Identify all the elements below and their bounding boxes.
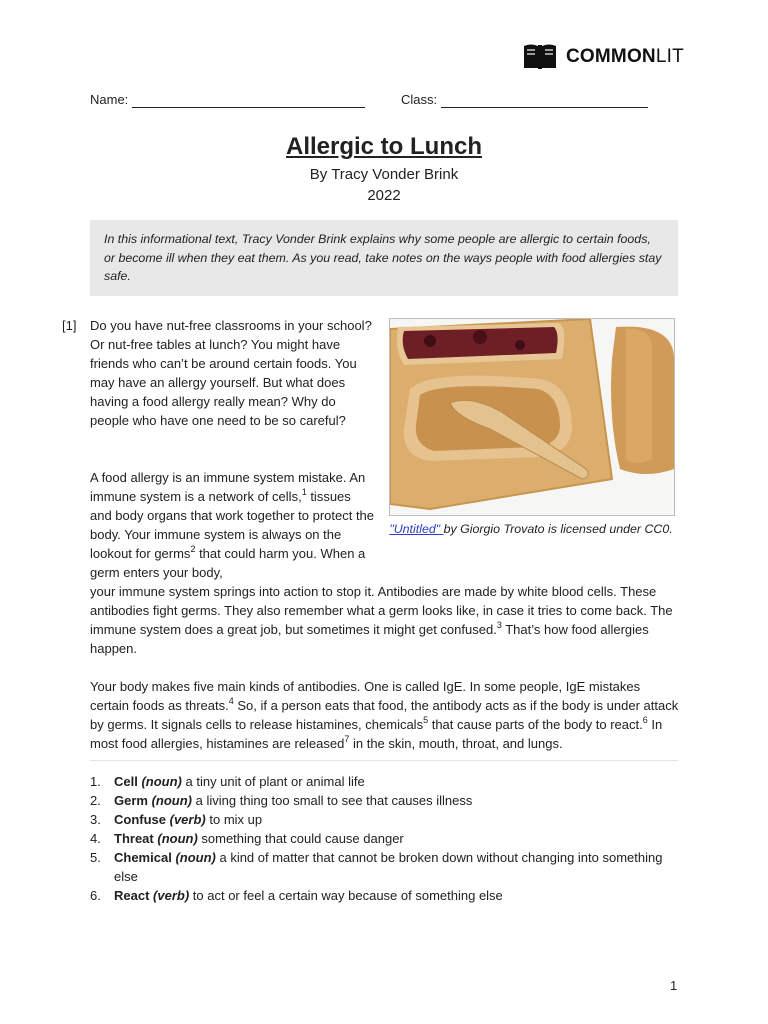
logo-wordmark: COMMONLIT	[566, 45, 684, 67]
name-label: Name:	[90, 92, 129, 107]
image-credit: by Giorgio Trovato is licensed under CC0.	[443, 522, 673, 536]
paragraph-2-top: A food allergy is an immune system mistake. An immune system is a network of cells,$^1$ tissues and body organs that work together to protect the body. Your immune system is always on the lookout for germs$^2$ that could harm you. When a germ enters your body,	[90, 470, 375, 580]
footnote-item: 1. Cell (noun) a tiny unit of plant or animal life	[90, 774, 365, 789]
class-label: Class:	[401, 92, 438, 107]
paragraph-number: [1]	[62, 318, 77, 333]
commonlit-logo	[522, 41, 684, 71]
article-image	[389, 318, 675, 516]
page-number: 1	[670, 978, 678, 993]
footnotes-list	[90, 772, 680, 905]
footnote-item: 5. Chemical (noun) a kind of matter that cannot be broken down without changing into something else	[90, 850, 663, 884]
open-book-icon	[522, 42, 558, 70]
footnote-item: 4. Threat (noun) something that could cause danger	[90, 831, 404, 846]
paragraph-1: Do you have nut-free classrooms in your school? Or nut-free tables at lunch? You might have friends who can’t be around certain foods. You may have an allergy yourself. But what does having a food allergy really mean? Why do people who have one need to be so careful?	[90, 318, 372, 428]
class-blank-line[interactable]	[441, 95, 648, 108]
article-author: By Tracy Vonder Brink	[309, 166, 459, 183]
footnote-item: 3. Confuse (verb) to mix up	[90, 812, 263, 827]
image-title-link[interactable]: "Untitled"	[389, 522, 444, 536]
footnote-divider	[90, 760, 678, 761]
paragraph-3: Your body makes five main kinds of antibodies. One is called IgE. In some people, IgE mistakes certain foods as threats.$^4$ So, if a person eats that food, the antibody acts as if the body is under attack by germs. It signals cells to release histamines, chemicals$^5$ that cause parts of the body to react.$^6$ In most food allergies, histamines are released$^7$ in the skin, mouth, throat, and lungs.	[90, 679, 679, 751]
class-field[interactable]	[401, 92, 648, 108]
intro-box: In this informational text, Tracy Vonder Brink explains why some people are allergic to certain foods, or become ill when they eat them. As you read, take notes on the ways people with food allergies stay safe.	[90, 220, 678, 296]
name-blank-line[interactable]	[132, 95, 365, 108]
footnote-item: 2. Germ (noun) a living thing too small to see that causes illness	[90, 793, 473, 808]
name-field[interactable]	[90, 92, 365, 108]
image-caption	[389, 520, 673, 539]
article-title: Allergic to Lunch	[285, 133, 482, 160]
article-year: 2022	[367, 187, 401, 204]
footnote-item: 6. React (verb) to act or feel a certain way because of something else	[90, 888, 503, 903]
paragraph-2-bottom: your immune system springs into action to stop it. Antibodies are made by white blood cells. These antibodies fight germs. They also remember what a germ looks like, in case it tries to come back. The immune system does a great job, but sometimes it might get confused.$^3$ That’s how food allergies happen.	[90, 584, 673, 656]
